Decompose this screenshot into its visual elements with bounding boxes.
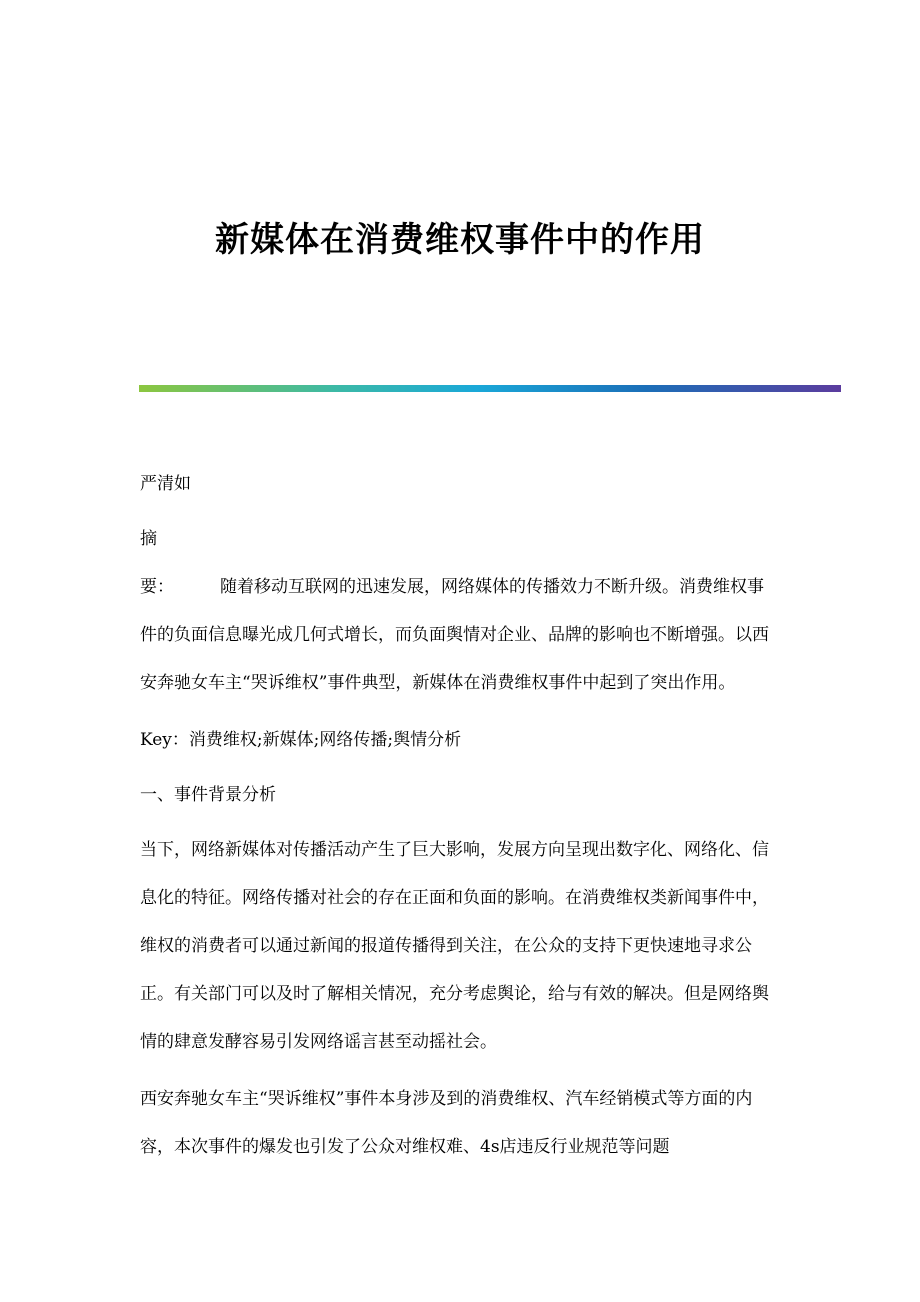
paragraph: 西安奔驰女车主“哭诉维权”事件本身涉及到的消费维权、汽车经销模式等方面的内容，本次事件的爆发也引发了公众对维权难、4s店违反行业规范等问题 (140, 1089, 753, 1157)
abstract-label (140, 515, 220, 611)
page-title: 新媒体在消费维权事件中的作用 (215, 220, 705, 260)
paragraph: 当下，网络新媒体对传播活动产生了巨大影响，发展方向呈现出数字化、网络化、信息化的特征。网络传播对社会的存在正面和负面的影响。在消费维权类新闻事件中，维权的消费者可以通过新闻的报道传播得到关注，在公众的支持下更快速地寻求公正。有关部门可以及时了解相关情况，充分考虑舆论，给与有效的解决。但是网络舆情的肆意发酵容易引发网络谣言甚至动摇社会。 (140, 840, 769, 1052)
abstract-text: 随着移动互联网的迅速发展，网络媒体的传播效力不断升级。消费维权事件的负面信息曝光成几何式增长，而负面舆情对企业、品牌的影响也不断增强。以西安奔驰女车主“哭诉维权”事件典型，新媒体在消费维权事件中起到了突出作用。 (140, 577, 769, 693)
keywords (140, 716, 780, 764)
abstract (140, 515, 780, 707)
abstract-label-first: 摘 (140, 529, 157, 549)
abstract-label-second: 要： (140, 577, 174, 597)
author-name: 严清如 (140, 474, 191, 494)
keywords-text: 消费维权;新媒体;网络传播;舆情分析 (188, 730, 462, 750)
gradient-divider (139, 385, 841, 392)
keywords-label: Key： (140, 730, 189, 750)
section-heading: 一、事件背景分析 (140, 785, 276, 805)
